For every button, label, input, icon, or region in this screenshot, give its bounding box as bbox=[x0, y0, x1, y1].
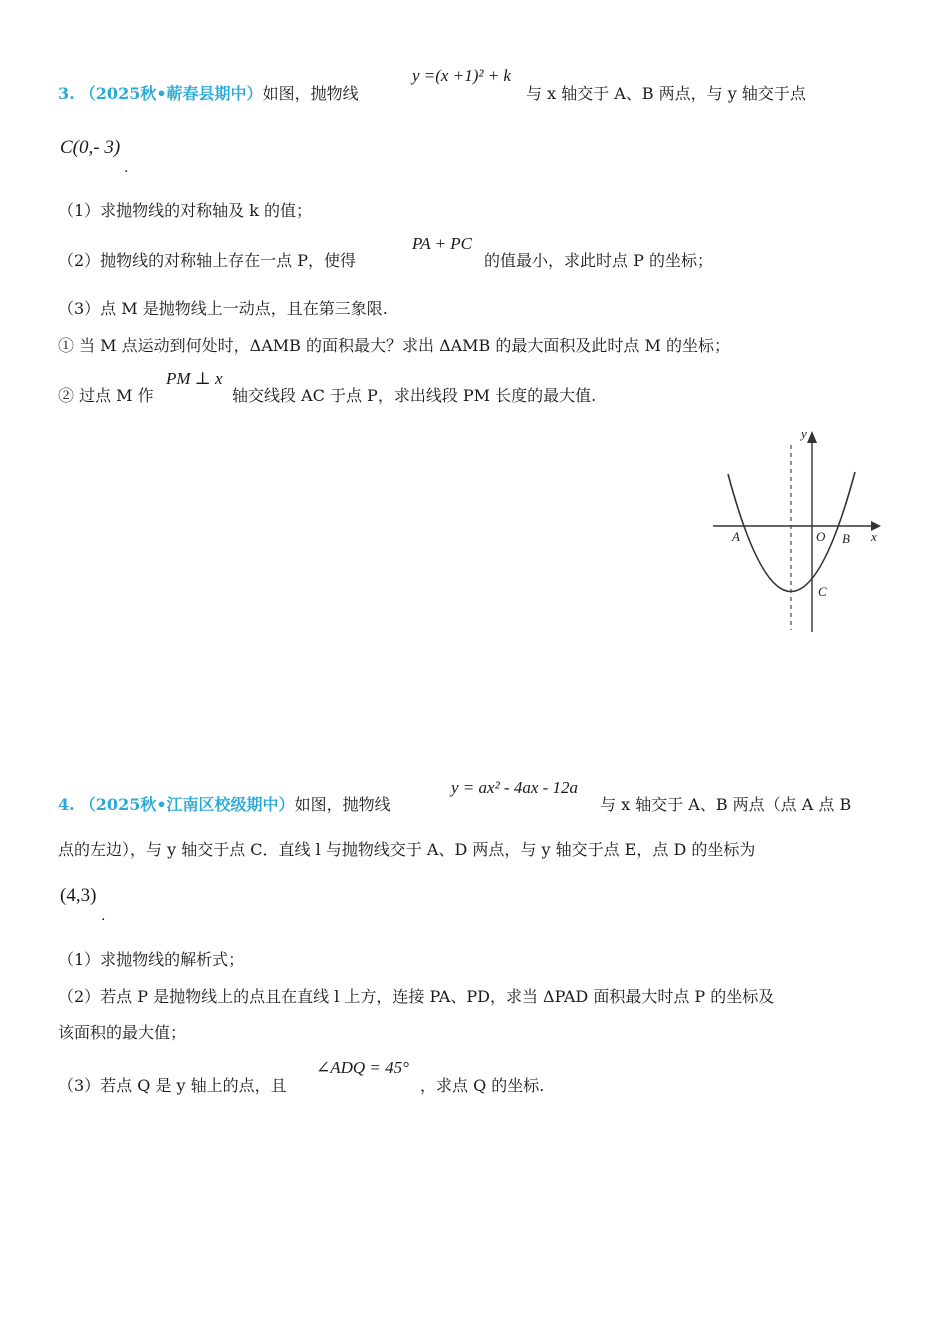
problem4-period: . bbox=[101, 908, 106, 924]
problem3-q3-2-b: 轴交线段 AC 于点 P，求出线段 PM 长度的最大值. bbox=[232, 386, 597, 405]
problem3-q3-2-a: ② 过点 M 作 bbox=[58, 386, 154, 405]
problem3-number: 3. bbox=[58, 84, 75, 103]
problem4-point-d: (4,3) bbox=[60, 885, 97, 906]
problem4-line2: 点的左边），与 y 轴交于点 C．直线 l 与抛物线交于 A、D 两点，与 y 轴交于点 E，点 D 的坐标为 bbox=[58, 840, 756, 859]
problem4-formula: y = ax² - 4ax - 12a bbox=[451, 778, 579, 797]
problem4-q3-b: ，求点 Q 的坐标. bbox=[420, 1076, 545, 1095]
label-b: B bbox=[842, 531, 850, 546]
problem3-source: （2025秋•蕲春县期中） bbox=[79, 84, 263, 103]
label-a: A bbox=[732, 529, 740, 544]
problem3-q2-b: 的值最小，求此时点 P 的坐标； bbox=[484, 251, 713, 270]
y-axis-arrow bbox=[807, 431, 817, 443]
problem3-intro-b: 与 x 轴交于 A、B 两点，与 y 轴交于点 bbox=[526, 84, 806, 103]
problem3-formula: y =(x +1)² + k bbox=[412, 66, 511, 85]
label-c: C bbox=[818, 584, 827, 599]
problem4-number: 4. bbox=[58, 795, 75, 814]
problem3-point-c: C(0,- 3) bbox=[60, 137, 121, 158]
problem3-q1: （1）求抛物线的对称轴及 k 的值； bbox=[58, 201, 313, 220]
parabola-figure bbox=[705, 425, 895, 635]
label-o: O bbox=[816, 529, 826, 544]
problem3-q3: （3）点 M 是抛物线上一动点，且在第三象限. bbox=[58, 299, 388, 318]
problem3-header bbox=[58, 83, 359, 105]
label-y: y bbox=[801, 426, 807, 441]
problem4-intro-b: 与 x 轴交于 A、B 两点（点 A 点 B bbox=[600, 795, 852, 814]
problem4-q1: （1）求抛物线的解析式； bbox=[58, 950, 245, 969]
problem4-q3-formula: ∠ADQ = 45° bbox=[316, 1058, 409, 1077]
problem3-q3-2-formula: PM ⊥ x bbox=[166, 369, 223, 388]
problem4-intro-a: 如图，抛物线 bbox=[294, 795, 391, 814]
problem4-q2-a: （2）若点 P 是抛物线上的点且在直线 l 上方，连接 PA、PD，求当 ΔPAD 面积最大时点 P 的坐标及 bbox=[58, 987, 775, 1006]
problem3-q2-formula: PA + PC bbox=[412, 234, 472, 253]
problem4-header bbox=[58, 794, 391, 816]
problem4-source: （2025秋•江南区校级期中） bbox=[79, 795, 295, 814]
problem4-q2-b: 该面积的最大值； bbox=[58, 1023, 187, 1042]
problem4-q3-a: （3）若点 Q 是 y 轴上的点，且 bbox=[58, 1076, 287, 1095]
problem3-q3-1: ① 当 M 点运动到何处时，ΔAMB 的面积最大？求出 ΔAMB 的最大面积及此时点 M 的坐标； bbox=[58, 336, 730, 355]
label-x: x bbox=[871, 529, 877, 544]
problem3-intro-a: 如图，抛物线 bbox=[262, 84, 359, 103]
problem3-q2-a: （2）抛物线的对称轴上存在一点 P，使得 bbox=[58, 251, 357, 270]
problem3-period: . bbox=[124, 160, 129, 176]
